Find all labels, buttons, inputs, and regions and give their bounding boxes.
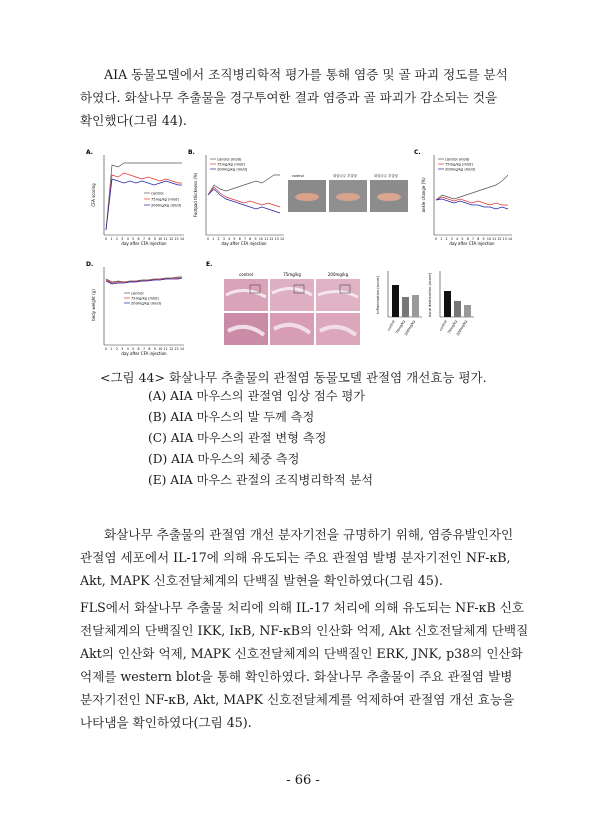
x-tick-label: 8 bbox=[477, 237, 480, 241]
bar2-control bbox=[444, 291, 451, 317]
para2-line1: 화살나무 추출물의 관절염 개선 분자기전을 규명하기 위해, 염증유발인자인 bbox=[104, 527, 514, 542]
x-tick-label: 7 bbox=[243, 237, 247, 241]
x-tick-label: 10 bbox=[258, 237, 263, 241]
bar2-200 bbox=[464, 305, 471, 317]
x-tick-label: 5 bbox=[461, 237, 464, 241]
para3-line2: 전달체계의 단백질인 IKK, IκB, NF-κB의 인산화 억제, Akt 신호전달체계 단백질 bbox=[80, 623, 529, 638]
x-tick-label: 2 bbox=[217, 237, 220, 241]
x-tick-label: 8 bbox=[148, 347, 151, 351]
x-tick-label: 0 bbox=[206, 237, 210, 241]
x-tick-label: 12 bbox=[169, 237, 174, 241]
x-tick-label: 0 bbox=[434, 237, 438, 241]
caption-item-c: (C) AIA 마우스의 관절 변형 측정 bbox=[148, 431, 327, 445]
panel-b bbox=[188, 149, 408, 246]
panel-d-legend-0: control bbox=[131, 291, 144, 296]
panel-b-xlabel: day after CFA injection bbox=[221, 241, 267, 246]
x-tick-label: 5 bbox=[132, 347, 135, 351]
panel-a-ylabel: CFA scoring bbox=[91, 183, 96, 207]
para3-line3: Akt의 인산화 억제, MAPK 신호전달체계의 단백질인 ERK, JNK, p38의 인산화 bbox=[80, 646, 523, 661]
x-tick-label: 14 bbox=[179, 347, 185, 351]
panel-a-legend-0: control bbox=[151, 191, 164, 196]
bar2-cat-1: 75mg/kg bbox=[446, 319, 458, 335]
bar1-control bbox=[392, 285, 399, 317]
x-tick-label: 9 bbox=[153, 347, 156, 351]
histo-col-200: 200mg/kg bbox=[327, 272, 349, 277]
x-tick-label: 10 bbox=[486, 237, 491, 241]
x-tick-label: 10 bbox=[158, 237, 163, 241]
panel-a-xlabel: day after CFA injection bbox=[121, 241, 167, 246]
bar1-cat-1: 75mg/kg bbox=[394, 319, 406, 335]
x-tick-label: 5 bbox=[132, 237, 135, 241]
panel-c-letter: C. bbox=[414, 149, 421, 156]
bar2-cat-2: 200mg/kg bbox=[455, 319, 468, 337]
paragraph-2 bbox=[80, 523, 530, 592]
photo-label-75: 화살나무 추출물 bbox=[333, 174, 358, 178]
x-tick-label: 13 bbox=[502, 237, 507, 241]
panel-c bbox=[414, 149, 512, 246]
panel-c-legend-0: control (ml/d) bbox=[445, 157, 470, 162]
panel-d-legend bbox=[124, 292, 162, 306]
para3-line6: 나타냄을 확인하였다(그림 45). bbox=[80, 715, 252, 730]
panel-a-letter: A. bbox=[86, 149, 94, 156]
x-tick-label: 2 bbox=[445, 237, 448, 241]
x-tick-label: 13 bbox=[174, 347, 179, 351]
bar2-75 bbox=[454, 301, 461, 317]
x-tick-label: 4 bbox=[228, 237, 231, 241]
paragraph-1 bbox=[80, 63, 530, 132]
paw-photos bbox=[288, 173, 408, 212]
x-tick-label: 4 bbox=[456, 237, 459, 241]
x-tick-label: 10 bbox=[158, 347, 163, 351]
x-tick-label: 4 bbox=[126, 237, 129, 241]
x-tick-label: 14 bbox=[507, 237, 513, 241]
x-tick-label: 11 bbox=[492, 237, 497, 241]
x-tick-label: 5 bbox=[233, 237, 236, 241]
histo-col-control: control bbox=[239, 272, 253, 277]
panel-d-ylabel: body weight (g) bbox=[91, 289, 96, 321]
panel-d-legend-1: 75mg/kg (ml/d) bbox=[131, 296, 159, 301]
page-number: - 66 - bbox=[286, 773, 320, 788]
x-tick-label: 0 bbox=[104, 347, 108, 351]
x-tick-label: 7 bbox=[142, 237, 146, 241]
bar2-cat-0: control bbox=[438, 319, 448, 332]
x-tick-label: 1 bbox=[110, 347, 113, 351]
x-tick-label: 13 bbox=[174, 237, 179, 241]
x-tick-label: 3 bbox=[450, 237, 453, 241]
panel-b-ylabel: Footpad thickness (%) bbox=[193, 172, 198, 218]
x-tick-label: 6 bbox=[137, 347, 140, 351]
para1-line3: 확인했다(그림 44). bbox=[80, 113, 187, 128]
x-tick-label: 2 bbox=[115, 347, 118, 351]
bar1-cat-2: 200mg/kg bbox=[403, 319, 416, 337]
x-tick-label: 3 bbox=[121, 237, 124, 241]
x-tick-label: 12 bbox=[497, 237, 502, 241]
panel-c-series-200 bbox=[436, 199, 508, 209]
photo-label-control: control bbox=[292, 174, 304, 178]
x-tick-label: 12 bbox=[269, 237, 274, 241]
x-tick-label: 1 bbox=[110, 237, 113, 241]
panel-c-legend-2: 200mg/kg (ml/d) bbox=[445, 167, 476, 172]
histology-images bbox=[224, 279, 360, 345]
panel-e-letter: E. bbox=[206, 261, 213, 268]
x-tick-label: 11 bbox=[264, 237, 269, 241]
panel-c-series-control bbox=[436, 175, 508, 200]
panel-c-xlabel: day after CFA injection bbox=[449, 241, 495, 246]
x-tick-label: 9 bbox=[153, 237, 156, 241]
para3-line4: 억제를 western blot을 통해 확인하였다. 화살나무 추출물이 주요 관절염 발병 bbox=[80, 669, 513, 684]
bar2-ylabel: bone destruction (score) bbox=[428, 272, 432, 318]
panel-a-legend-2: 200mg/kg (ml/d) bbox=[151, 203, 182, 208]
panel-d-legend-2: 200mg/kg (ml/d) bbox=[131, 301, 162, 306]
panel-c-series-75 bbox=[436, 197, 508, 205]
x-tick-label: 0 bbox=[104, 237, 108, 241]
panel-e bbox=[206, 261, 474, 345]
paragraph-3 bbox=[80, 596, 530, 734]
x-tick-label: 11 bbox=[163, 347, 168, 351]
x-tick-label: 14 bbox=[279, 237, 285, 241]
panel-c-legend bbox=[438, 158, 476, 172]
x-tick-label: 9 bbox=[254, 237, 257, 241]
caption-item-b: (B) AIA 마우스의 발 두께 측정 bbox=[148, 410, 315, 424]
bar1-ylabel: Inflammation (score) bbox=[376, 276, 380, 314]
panel-b-legend-0: control (ml/d) bbox=[217, 157, 242, 162]
x-tick-label: 4 bbox=[126, 347, 129, 351]
para3-line1: FLS에서 화살나무 추출물 처리에 의해 IL-17 처리에 의해 유도되는 NF-κB 신호 bbox=[80, 600, 525, 615]
x-tick-label: 3 bbox=[222, 237, 225, 241]
para2-line2: 관절염 세포에서 IL-17에 의해 유도되는 주요 관절염 발병 분자기전인 NF-κB, bbox=[80, 550, 511, 565]
bar1-75 bbox=[402, 297, 409, 317]
panel-d-letter: D. bbox=[86, 261, 94, 268]
figure-caption: <그림 44> 화살나무 추출물의 관절염 동물모델 관절염 개선효능 평가. bbox=[100, 370, 487, 385]
panel-a-series-control bbox=[106, 163, 182, 230]
panel-d-xlabel: day after CFA injection bbox=[121, 351, 167, 356]
panel-d bbox=[86, 261, 184, 356]
panel-b-series-200 bbox=[208, 189, 280, 213]
panel-a-legend bbox=[144, 192, 182, 208]
bar1-cat-0: control bbox=[386, 319, 396, 332]
caption-item-a: (A) AIA 마우스의 관절염 임상 점수 평가 bbox=[148, 389, 366, 403]
para1-line1: AIA 동물모델에서 조직병리학적 평가를 통해 염증 및 골 파괴 정도를 분석 bbox=[104, 67, 508, 82]
para2-line3: Akt, MAPK 신호전달체계의 단백질 발현을 확인하였다(그림 45). bbox=[80, 573, 443, 588]
panel-b-letter: B. bbox=[188, 149, 195, 156]
panel-c-ylabel: ankle change (%) bbox=[421, 177, 426, 213]
x-tick-label: 1 bbox=[212, 237, 215, 241]
x-tick-label: 13 bbox=[274, 237, 279, 241]
x-tick-label: 7 bbox=[471, 237, 475, 241]
x-tick-label: 8 bbox=[249, 237, 252, 241]
para1-line2: 하였다. 화살나무 추출물을 경구투여한 결과 염증과 골 파괴가 감소되는 것을 bbox=[80, 90, 498, 105]
panel-b-series-75 bbox=[208, 187, 280, 207]
panel-c-legend-1: 75mg/kg (ml/d) bbox=[445, 162, 473, 167]
x-tick-label: 6 bbox=[466, 237, 469, 241]
x-tick-label: 14 bbox=[179, 237, 185, 241]
bar1-200 bbox=[412, 295, 419, 317]
x-tick-label: 3 bbox=[121, 347, 124, 351]
photo-label-200: 화살나무 추출물 bbox=[374, 174, 399, 178]
panel-a-legend-1: 75mg/kg (ml/d) bbox=[151, 197, 179, 202]
x-tick-label: 9 bbox=[482, 237, 485, 241]
panel-a bbox=[86, 149, 184, 246]
caption-item-d: (D) AIA 마우스의 체중 측정 bbox=[148, 452, 300, 466]
x-tick-label: 8 bbox=[148, 237, 151, 241]
panel-b-legend-2: 200mg/kg (ml/d) bbox=[217, 167, 248, 172]
x-tick-label: 6 bbox=[137, 237, 140, 241]
x-tick-label: 11 bbox=[163, 237, 168, 241]
histo-col-75: 75mg/kg bbox=[283, 272, 301, 277]
caption-item-e: (E) AIA 마우스 관절의 조직병리학적 분석 bbox=[148, 473, 374, 487]
panel-b-legend bbox=[210, 158, 248, 172]
x-tick-label: 12 bbox=[169, 347, 174, 351]
x-tick-label: 7 bbox=[142, 347, 146, 351]
x-tick-label: 6 bbox=[238, 237, 241, 241]
panel-b-legend-1: 75mg/kg (ml/d) bbox=[217, 162, 245, 167]
x-tick-label: 1 bbox=[440, 237, 443, 241]
x-tick-label: 2 bbox=[115, 237, 118, 241]
para3-line5: 분자기전인 NF-κB, Akt, MAPK 신호전달체계를 억제하여 관절염 개선 효능을 bbox=[80, 692, 515, 707]
figure-44 bbox=[84, 145, 524, 360]
